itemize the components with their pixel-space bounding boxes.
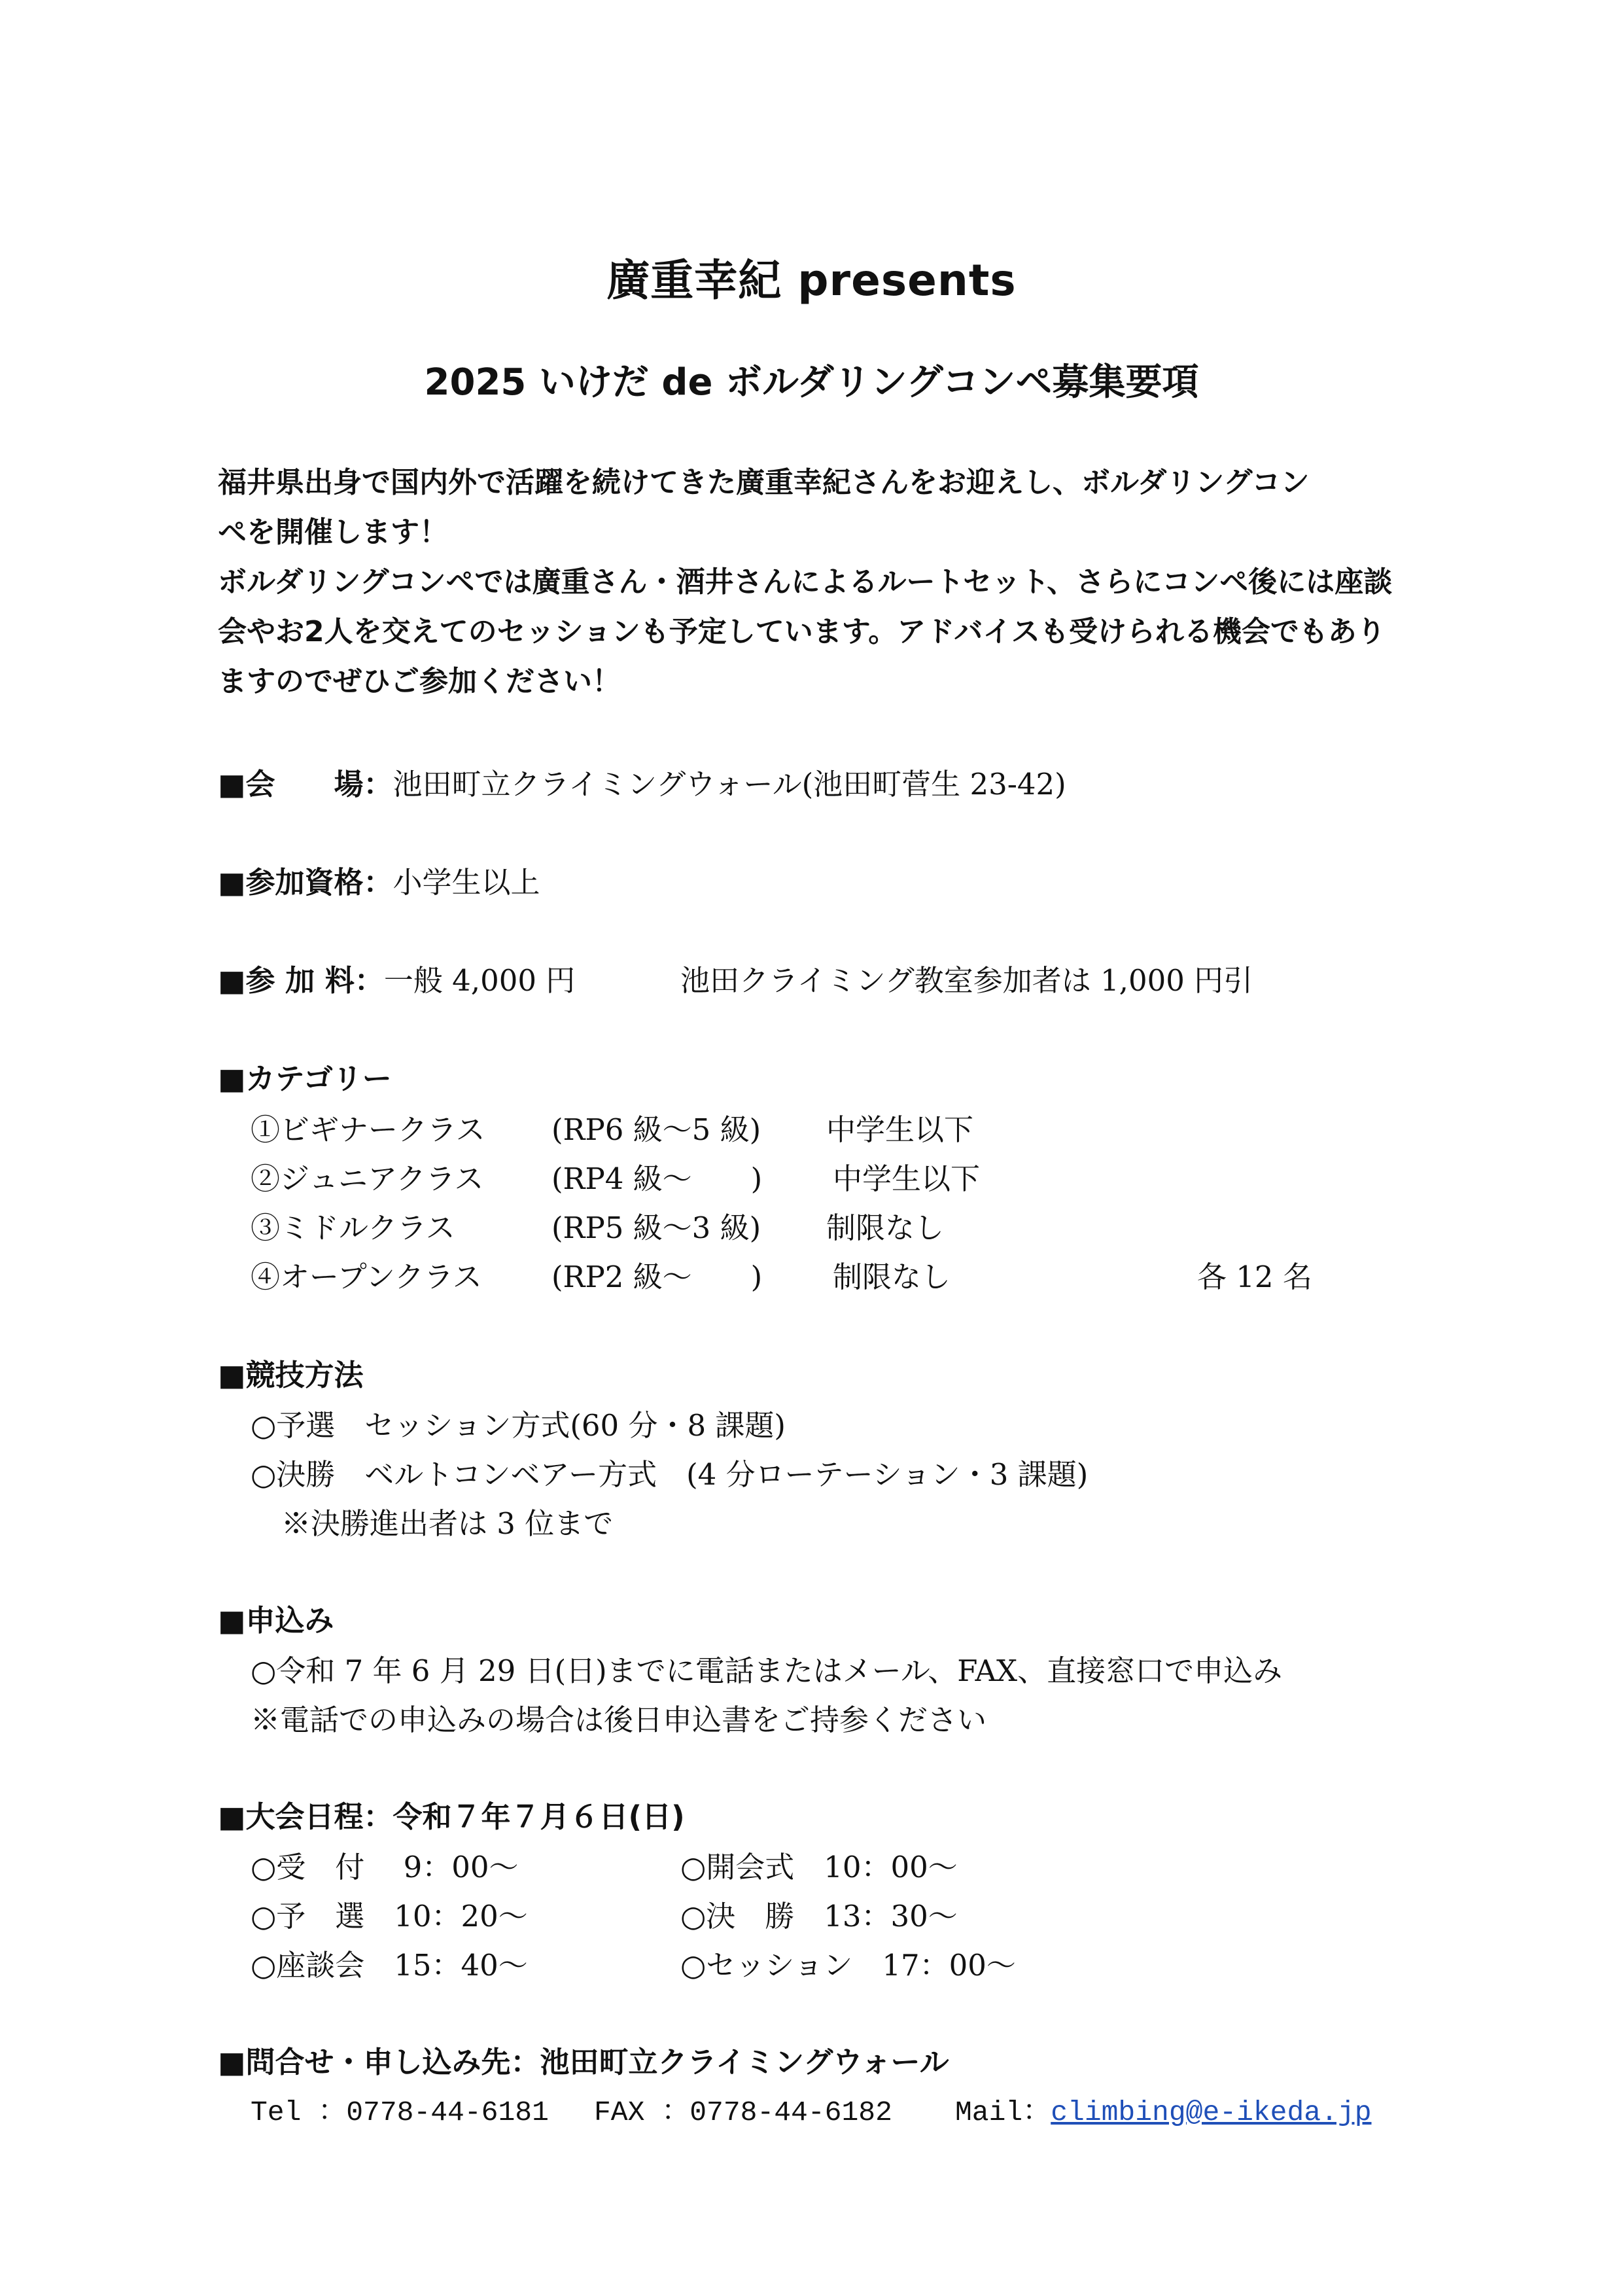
category-grade: (RP4 級～ ) (551, 1161, 763, 1196)
eligibility-section (218, 858, 540, 901)
category-grade: (RP5 級～3 級) (551, 1210, 761, 1245)
fee-discount-note: 池田クライミング教室参加者は 1,000 円引 (680, 963, 1253, 998)
application-label: ■申込み (218, 1603, 334, 1638)
intro-line: ボルダリングコンペでは廣重さん・酒井さんによるルートセット、さらにコンペ後には座談 (218, 565, 1393, 599)
eligibility-value: 小学生以上 (393, 865, 540, 900)
venue-label: ■会 場： (218, 767, 393, 802)
fee-label: ■参 加 料： (218, 963, 384, 998)
venue-section (218, 760, 1066, 803)
intro-line: 福井県出身で国内外で活躍を続けてきた廣重幸紀さんをお迎えし、ボルダリングコン (218, 466, 1310, 499)
page-title: 廣重幸紀 presents (606, 255, 1017, 306)
category-name: ②ジュニアクラス (251, 1161, 484, 1196)
category-limit: 制限なし (826, 1210, 945, 1245)
category-limit: 中学生以下 (826, 1112, 974, 1147)
fee-section (218, 957, 575, 999)
format-line: ※決勝進出者は 3 位まで (281, 1506, 614, 1541)
category-name: ①ビギナークラス (251, 1112, 485, 1147)
eligibility-label: ■参加資格： (218, 865, 393, 900)
category-grade: (RP2 級～ ) (551, 1260, 763, 1294)
contact-fax: FAX ：0778-44-6182 (594, 2096, 892, 2128)
schedule-item: ○開会式 10：00～ (680, 1850, 958, 1884)
contact-mail (955, 2089, 1372, 2128)
contact-label: ■問合せ・申し込み先：池田町立クライミングウォール (218, 2045, 949, 2079)
intro-line: ますのでぜひご参加ください！ (218, 665, 621, 698)
format-label: ■競技方法 (218, 1358, 364, 1392)
page-subtitle: 2025 いけだ de ボルダリングコンペ募集要項 (424, 361, 1199, 404)
category-name: ④オープンクラス (251, 1260, 482, 1294)
application-line: ○令和 7 年 6 月 29 日(日)までに電話またはメール、FAX、直接窓口で申込み (251, 1653, 1283, 1688)
category-grade: (RP6 級～5 級) (551, 1112, 761, 1147)
application-line: ※電話での申込みの場合は後日申込書をご持参ください (251, 1703, 987, 1737)
schedule-label: ■大会日程：令和７年７月６日(日) (218, 1799, 685, 1834)
mail-label: Mail： (955, 2096, 1051, 2128)
mail-link[interactable]: climbing@e-ikeda.jp (1051, 2096, 1372, 2128)
category-capacity: 各 12 名 (1197, 1260, 1312, 1294)
intro-paragraph (218, 458, 1435, 707)
venue-value: 池田町立クライミングウォール(池田町菅生 23-42) (393, 767, 1066, 802)
schedule-item: ○座談会 15：40～ (251, 1948, 528, 1983)
schedule-item: ○予 選 10：20～ (251, 1899, 528, 1934)
intro-line: ペを開催します！ (218, 516, 448, 549)
intro-line: 会やお2人を交えてのセッションも予定しています。アドバイスも受けられる機会でもあり (218, 615, 1386, 648)
format-line: ○予選 セッション方式(60 分・8 課題) (251, 1408, 786, 1443)
category-limit: 中学生以下 (833, 1161, 981, 1196)
schedule-item: ○受 付 9：00～ (251, 1850, 519, 1884)
format-line: ○決勝 ベルトコンベアー方式 (4 分ローテーション・3 課題) (251, 1457, 1089, 1492)
schedule-item: ○決 勝 13：30～ (680, 1899, 958, 1934)
category-limit: 制限なし (833, 1260, 951, 1294)
category-name: ③ミドルクラス (251, 1210, 455, 1245)
schedule-item: ○セッション 17：00～ (680, 1948, 1016, 1983)
contact-tel: Tel ：0778-44-6181 (251, 2096, 549, 2128)
category-label: ■カテゴリー (218, 1061, 392, 1096)
fee-value: 一般 4,000 円 (383, 963, 576, 998)
